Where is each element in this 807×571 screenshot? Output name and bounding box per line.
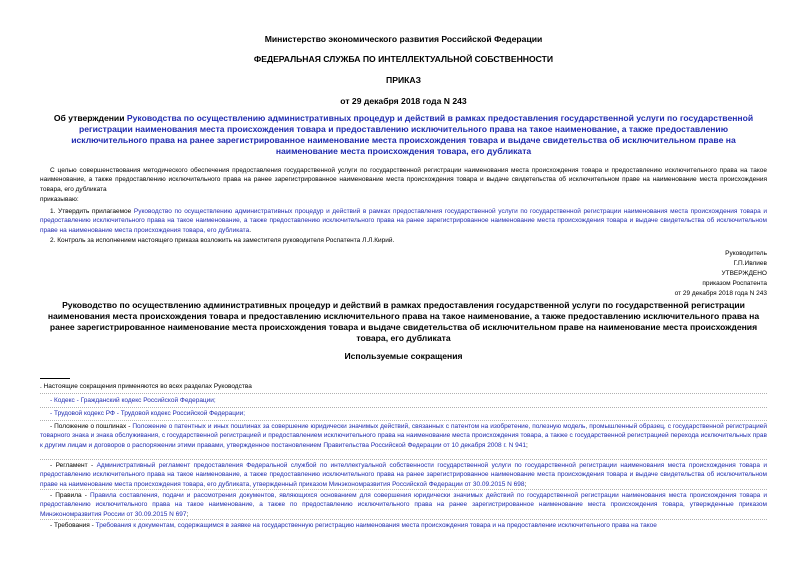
abbr-duties-suffix: ; bbox=[526, 441, 528, 449]
footnote-rule bbox=[40, 378, 70, 379]
abbr-rules-suffix: ; bbox=[186, 510, 189, 518]
order-word: ПРИКАЗ bbox=[386, 75, 421, 85]
paragraph-1-suffix: . bbox=[249, 226, 252, 234]
ministry-name: Министерство экономического развития Российской Федерации bbox=[264, 34, 543, 44]
abbr-requirements-link[interactable]: Требования к документам, содержащимся в заявке на государственную регистрацию наименования места происхождения товара и на предоставление исключительного права на такое bbox=[95, 522, 657, 529]
abbr-labor-code-link[interactable]: - Трудовой кодекс РФ - Трудовой кодекс Российской Федерации; bbox=[50, 410, 246, 417]
abbr-rules-prefix: - Правила - bbox=[50, 492, 90, 499]
separator bbox=[40, 459, 767, 460]
abbr-duties-link[interactable]: Положение о патентных и иных пошлинах за совершение юридически значимых действий, связанных с патентом на изобретение, полезную модель, промышленный образец, с государственной регистрацией товарного знака и знака обслуживания, с государственной регистрацией и предоставлением исключительного права на наименование места происхождения товара, а также с государственной регистрацией перехода исключительных прав к другим лицам и договоров о распоряжении этими правами, утвержденное постановлением Правительства Российской Федерации от 10 декабря 2008 г. N 941 bbox=[40, 423, 767, 449]
abbr-duties-prefix: - Положение о пошлинах - bbox=[50, 423, 133, 430]
paragraph-2: 2. Контроль за исполнением настоящего приказа возложить на заместителя руководителя Роспатента Л.Л.Кирий. bbox=[50, 237, 395, 244]
federal-service-name: ФЕДЕРАЛЬНАЯ СЛУЖБА ПО ИНТЕЛЛЕКТУАЛЬНОЙ СОБСТВЕННОСТИ bbox=[253, 54, 554, 64]
approval-prefix: Об утверждении bbox=[53, 113, 127, 123]
separator bbox=[40, 519, 767, 520]
paragraph-1-guide-link[interactable]: Руководство по осуществлению административных процедур и действий в рамках предоставления государственной услуги по государственной регистрации наименования места происхождения товара и предоставлению исключительного права на такое наименование, а также предоставлению исключительного права на ранее зарегистрированное наименование места происхождения товара и выдаче свидетельства об исключительном праве на наименование места происхождения товара, его дубликата bbox=[40, 208, 768, 234]
order-date: от 29 декабря 2018 года N 243 bbox=[340, 96, 467, 106]
guide-title: Руководство по осуществлению административных процедур и действий в рамках предоставления государственной услуги по государственной регистрации наименования места происхождения товара и предоставлению исключительного права на такое наименование, а также предоставлению исключительного права на ранее зарегистрированное наименование места происхождения товара и выдаче свидетельства об исключительном праве на наименование места происхождения товара, его дубликата bbox=[47, 300, 760, 343]
separator bbox=[40, 407, 767, 408]
abbr-civil-code-link[interactable]: - Кодекс - Гражданский кодекс Российской Федерации; bbox=[50, 397, 216, 404]
abbr-reglament-prefix: - Регламент - bbox=[50, 462, 97, 469]
paragraph-1-prefix: 1. Утвердить прилагаемое bbox=[50, 208, 134, 215]
approval-guide-link[interactable]: Руководства по осуществлению административных процедур и действий в рамках предоставления государственной услуги по государственной регистрации наименования места происхождения товара и предоставлению исключительного права на такое наименование, а также предоставлению исключительного права на ранее зарегистрированное наименование места происхождения товара и выдаче свидетельства об исключительном праве на наименование места происхождения товара, его дубликата bbox=[71, 113, 754, 156]
abbr-rules-item bbox=[40, 491, 767, 519]
abbr-reglament-item bbox=[40, 461, 767, 489]
footnote-text: . Настоящие сокращения применяются во всех разделах Руководства bbox=[40, 383, 252, 390]
abbr-requirements-item bbox=[40, 521, 767, 530]
signature-role: Руководитель bbox=[725, 250, 767, 257]
separator bbox=[40, 393, 767, 394]
intro-paragraph: С целью совершенствования методического обеспечения предоставления государственной услуги по государственной регистрации наименования места происхождения товара и предоставлению исключительного права на такое наименование, а также предоставлению исключительного права на ранее зарегистрированное наименование места происхождения товара и выдаче свидетельства об исключительном праве на наименование места происхождения товара, его дубликата bbox=[40, 167, 767, 193]
abbr-reglament-link[interactable]: Административный регламент предоставления Федеральной службой по интеллектуальной собственности государственной услуги по государственной регистрации наименования места происхождения товара и предоставлению исключительного права на такое наименование, а также предоставлению исключительного права на ранее зарегистрированное наименование места происхождения товара и выдаче свидетельства об исключительном праве на наименование места происхождения товара, его дубликата, утвержденный приказом Минэкономразвития Российской Федерации от 30.09.2015 N 698 bbox=[40, 462, 767, 488]
abbr-reglament-suffix: ; bbox=[524, 480, 527, 488]
abbreviations-heading: Используемые сокращения bbox=[344, 351, 463, 361]
separator bbox=[40, 489, 767, 490]
abbr-duties-item bbox=[40, 422, 767, 450]
separator bbox=[40, 420, 767, 421]
signature-name: Г.П.Ивлиев bbox=[733, 260, 767, 267]
approved-by-order: приказом Роспатента bbox=[702, 280, 767, 287]
order-verb: приказываю: bbox=[40, 196, 79, 203]
abbr-rules-link[interactable]: Правила составления, подачи и рассмотрения документов, являющихся основанием для совершения юридически значимых действий по государственной регистрации наименования места происхождения товара и предоставлению исключительного права на такое наименование, а также по предоставлению исключительного права на ранее зарегистрированное наименование места происхождения товара, утвержденные приказом Минэкономразвития России от 30.09.2015 N 697 bbox=[40, 492, 767, 518]
approved-label: УТВЕРЖДЕНО bbox=[721, 270, 767, 277]
paragraph-1 bbox=[40, 207, 767, 235]
abbr-requirements-prefix: - Требования - bbox=[50, 522, 96, 529]
approved-order-date: от 29 декабря 2018 года N 243 bbox=[674, 290, 767, 297]
approval-title bbox=[40, 113, 767, 157]
